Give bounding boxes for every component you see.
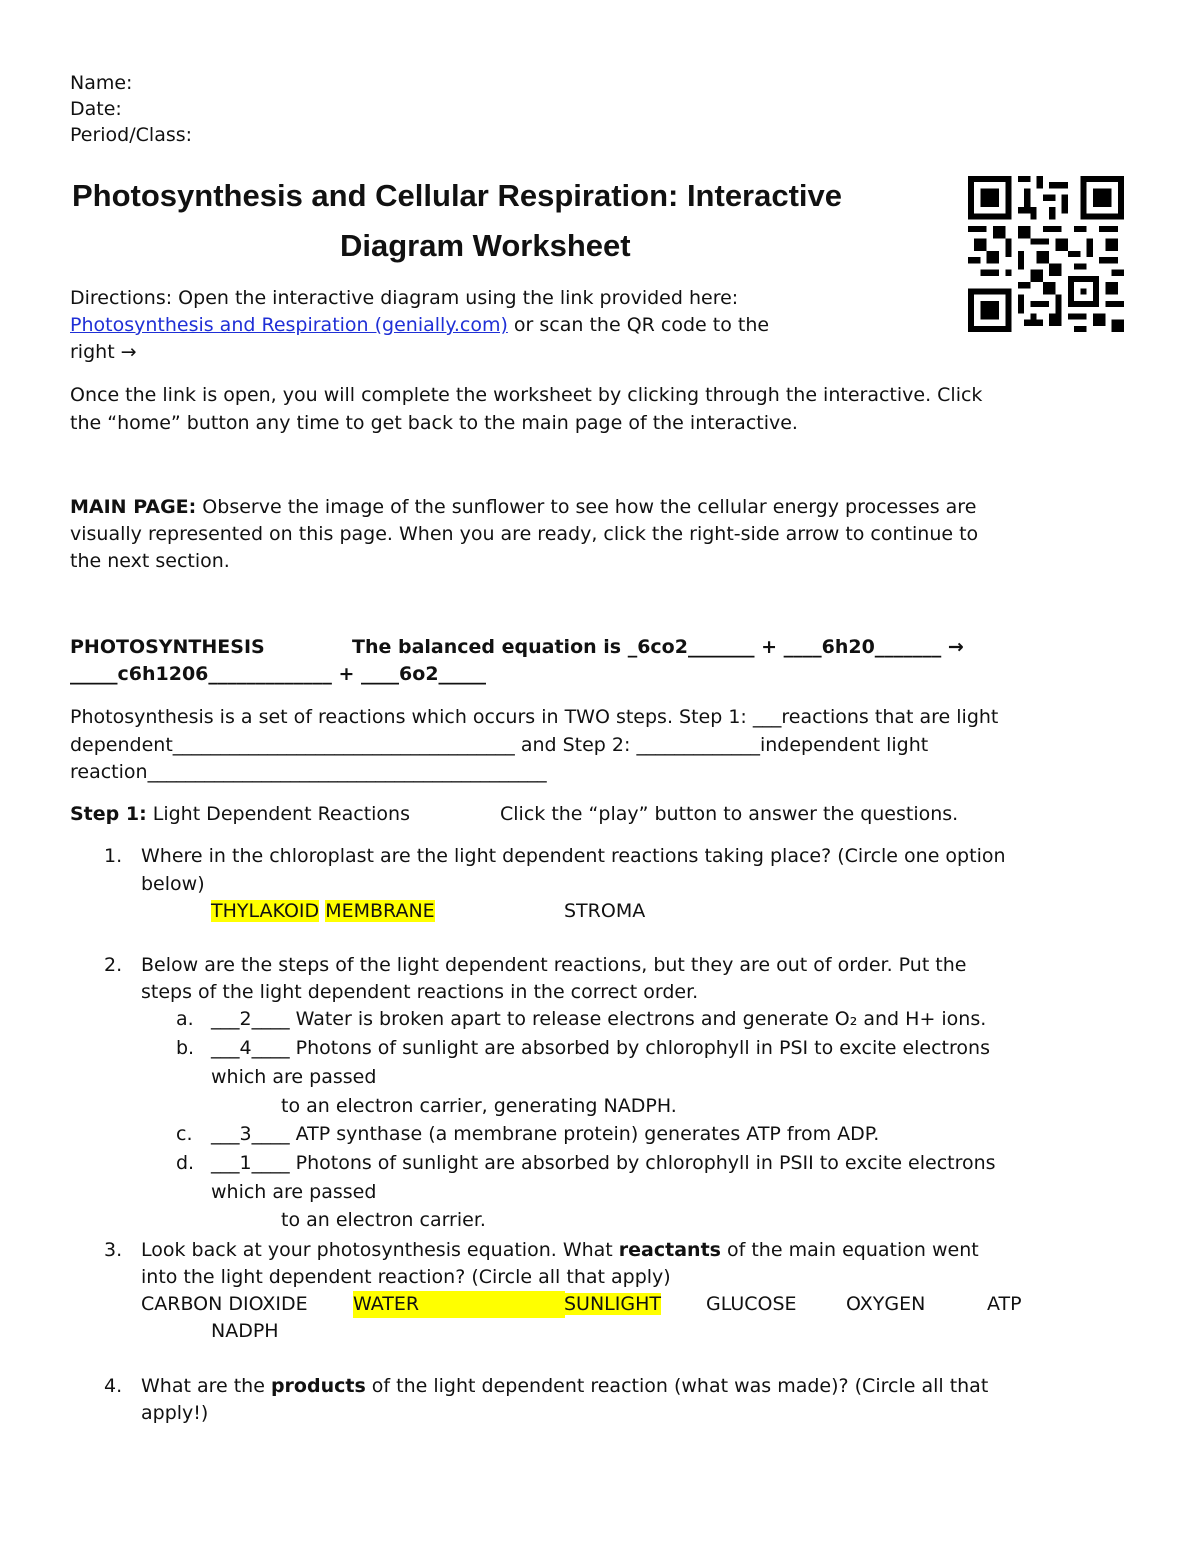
q2-b-cont-2: to an electron carrier, generating NADPH. xyxy=(281,1095,677,1117)
q4-line-1-post: of the light dependent reaction (what was made)? (Circle all that xyxy=(365,1375,989,1397)
steps-line-3: reaction__________________________________________ xyxy=(70,761,547,783)
q1-option-membrane: MEMBRANE xyxy=(325,900,435,922)
period-label: Period/Class: xyxy=(70,124,193,146)
q3-line-2: into the light dependent reaction? (Circle all that apply) xyxy=(141,1266,671,1288)
steps-line-1: Photosynthesis is a set of reactions which occurs in TWO steps. Step 1: ___reactions that are light xyxy=(70,706,999,728)
main-page-label: MAIN PAGE: xyxy=(70,496,197,518)
title-line-2: Diagram Worksheet xyxy=(340,228,631,263)
equation-line-1: The balanced equation is _6co2_______ + ____6h20_______ → xyxy=(352,636,964,658)
q3-option-water-text: WATER xyxy=(353,1291,565,1318)
q3-option-nadph[interactable]: NADPH xyxy=(211,1320,279,1342)
steps-line-2: dependent____________________________________ and Step 2: _____________independent light xyxy=(70,734,929,756)
q2-d-letter: d. xyxy=(176,1152,195,1174)
step1-label: Step 1: xyxy=(70,803,147,825)
directions-line-2 xyxy=(70,312,769,339)
q2-b-cont-1: which are passed xyxy=(211,1066,377,1088)
q3-option-sunlight[interactable] xyxy=(564,1291,661,1318)
qr-code-icon xyxy=(968,176,1124,332)
q3-number: 3. xyxy=(104,1239,123,1261)
q1-option-thylakoid-membrane[interactable] xyxy=(211,898,435,925)
date-label: Date: xyxy=(70,98,122,120)
q1-option-thylakoid: THYLAKOID xyxy=(211,900,320,922)
equation-line-2: _____c6h1206_____________ + ____6o2_____ xyxy=(70,663,487,685)
q2-a-text: ___2____ Water is broken apart to release electrons and generate O₂ and H+ ions. xyxy=(211,1008,987,1030)
q2-d-cont-1: which are passed xyxy=(211,1181,377,1203)
q3-reactants-bold: reactants xyxy=(618,1239,721,1261)
q4-line-1 xyxy=(141,1373,988,1400)
q1-number: 1. xyxy=(104,845,123,867)
q1-line-2: below) xyxy=(141,873,205,895)
q2-a-letter: a. xyxy=(176,1008,194,1030)
title-line-1: Photosynthesis and Cellular Respiration: Interactive xyxy=(72,178,843,213)
q2-number: 2. xyxy=(104,954,123,976)
q2-line-2: steps of the light dependent reactions in the correct order. xyxy=(141,981,699,1003)
q2-d-cont-2: to an electron carrier. xyxy=(281,1209,486,1231)
step1-instruction: Click the “play” button to answer the questions. xyxy=(500,803,959,825)
q1-line-1: Where in the chloroplast are the light dependent reactions taking place? (Circle one option xyxy=(141,845,1006,867)
directions-para2-line-1: Once the link is open, you will complete the worksheet by clicking through the interactive. Click xyxy=(70,384,983,406)
name-label: Name: xyxy=(70,72,133,94)
q2-line-1: Below are the steps of the light dependent reactions, but they are out of order. Put the xyxy=(141,954,967,976)
q3-option-oxygen[interactable]: OXYGEN xyxy=(846,1293,926,1315)
q3-line-1 xyxy=(141,1237,979,1264)
q3-line-1-pre: Look back at your photosynthesis equation. What xyxy=(141,1239,619,1261)
q2-c-text: ___3____ ATP synthase (a membrane protein) generates ATP from ADP. xyxy=(211,1123,880,1145)
q3-option-carbon-dioxide[interactable]: CARBON DIOXIDE xyxy=(141,1293,308,1315)
q2-c-letter: c. xyxy=(176,1123,193,1145)
q4-products-bold: products xyxy=(270,1375,366,1397)
q2-d-text: ___1____ Photons of sunlight are absorbed by chlorophyll in PSII to excite electrons xyxy=(211,1152,996,1174)
directions-line-3: right → xyxy=(70,341,137,363)
directions-line-2-rest: or scan the QR code to the xyxy=(507,314,770,336)
q3-line-1-post: of the main equation went xyxy=(720,1239,979,1261)
step1-title-rest: Light Dependent Reactions xyxy=(146,803,410,825)
q1-option-stroma[interactable]: STROMA xyxy=(564,900,646,922)
q4-number: 4. xyxy=(104,1375,123,1397)
q3-option-sunlight-text: SUNLIGHT xyxy=(564,1293,661,1315)
step1-title xyxy=(70,801,410,828)
photosynthesis-heading: PHOTOSYNTHESIS xyxy=(70,636,265,658)
genially-link[interactable]: Photosynthesis and Respiration (genially.com) xyxy=(70,314,508,336)
q4-line-1-pre: What are the xyxy=(141,1375,271,1397)
main-page-line-3: the next section. xyxy=(70,550,230,572)
main-page-line-1 xyxy=(70,494,976,521)
q3-option-atp[interactable]: ATP xyxy=(987,1293,1022,1315)
q3-option-glucose[interactable]: GLUCOSE xyxy=(706,1293,797,1315)
q4-line-2: apply!) xyxy=(141,1402,209,1424)
main-page-line-1-rest: Observe the image of the sunflower to see how the cellular energy processes are xyxy=(196,496,977,518)
q3-option-water[interactable] xyxy=(353,1291,565,1318)
q2-b-text: ___4____ Photons of sunlight are absorbed by chlorophyll in PSI to excite electrons xyxy=(211,1037,990,1059)
directions-para2-line-2: the “home” button any time to get back to the main page of the interactive. xyxy=(70,412,798,434)
q2-b-letter: b. xyxy=(176,1037,195,1059)
main-page-line-2: visually represented on this page. When you are ready, click the right-side arrow to continue to xyxy=(70,523,979,545)
directions-line-1: Directions: Open the interactive diagram using the link provided here: xyxy=(70,287,739,309)
